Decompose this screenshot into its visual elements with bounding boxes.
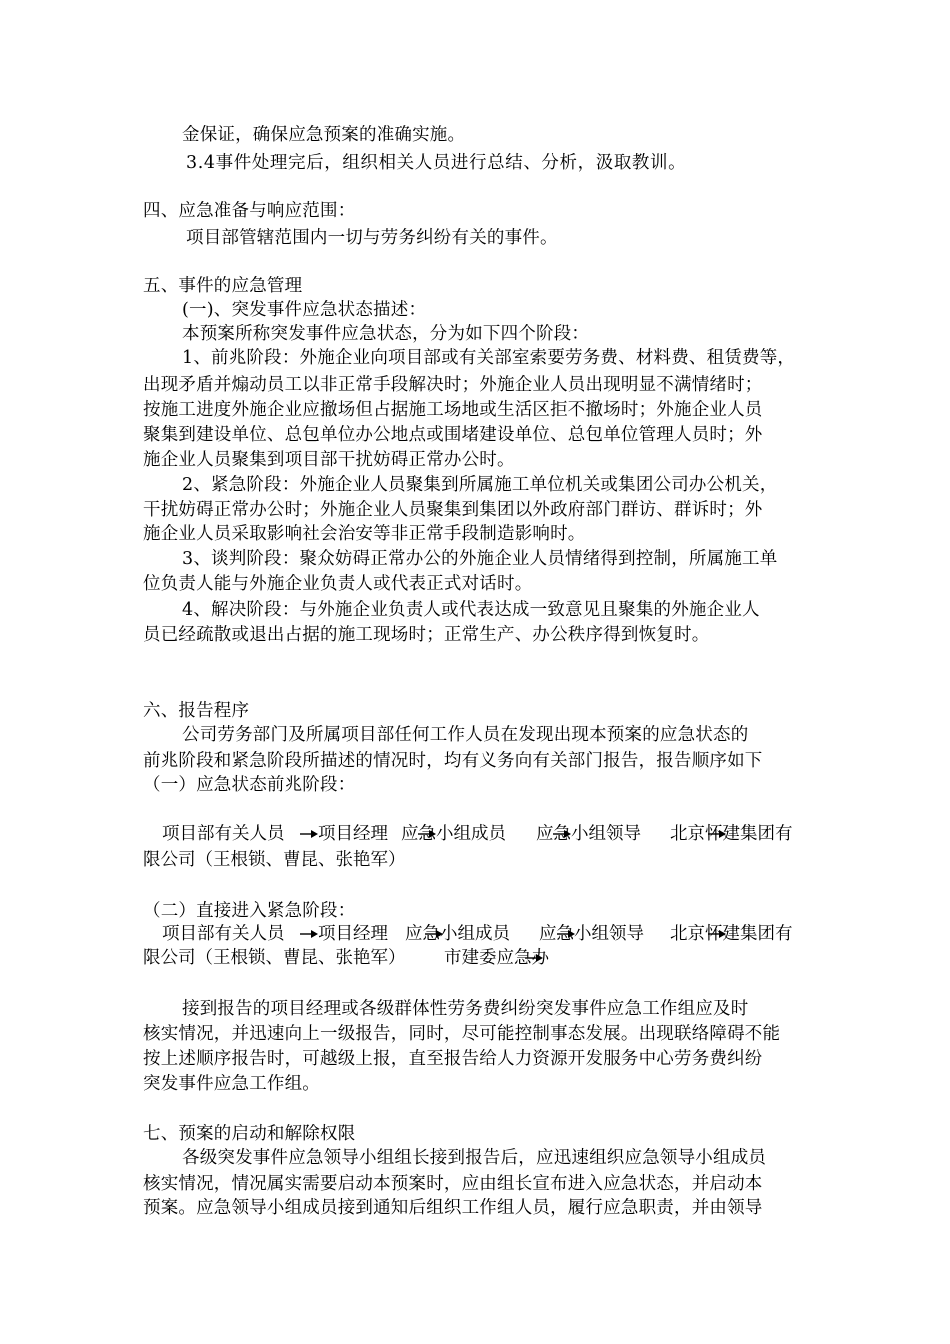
paragraph-line: 突发事件应急工作组。 [143, 1074, 320, 1094]
flow-item-tail: 限公司（王根锁、曹昆、张艳军） [143, 948, 406, 968]
subsection-heading: （一）应急状态前兆阶段： [143, 775, 356, 795]
paragraph-line: 施企业人员采取影响社会治安等非正常手段制造影响时。 [143, 524, 586, 544]
paragraph-line: 位负责人能与外施企业负责人或代表正式对话时。 [143, 574, 533, 594]
section-heading-5: 五、事件的应急管理 [143, 276, 303, 296]
subsection-heading: (一)、突发事件应急状态描述： [182, 300, 427, 320]
paragraph-line: 按施工进度外施企业应撤场但占据施工场地或生活区拒不撤场时；外施企业人员 [143, 400, 763, 420]
section-heading-4: 四、应急准备与响应范围： [143, 201, 356, 221]
flow-item: 北京怀建集团有 [670, 824, 793, 844]
section-heading-6: 六、报告程序 [143, 701, 250, 721]
paragraph-line: 4、解决阶段：与外施企业负责人或代表达成一致意见且聚集的外施企业人 [182, 600, 760, 620]
flow-item-end: 市建委应急办 [444, 948, 549, 968]
paragraph-line: 金保证，确保应急预案的准确实施。 [182, 125, 466, 145]
paragraph-line: 聚集到建设单位、总包单位办公地点或围堵建设单位、总包单位管理人员时；外 [143, 425, 763, 445]
flow-item-tail: 限公司（王根锁、曹昆、张艳军） [143, 850, 406, 870]
paragraph-line: 预案。应急领导小组成员接到通知后组织工作组人员，履行应急职责，并由领导 [143, 1198, 763, 1218]
flow-item: 应急小组领导 [539, 924, 644, 944]
flow-item: 项目经理 [318, 824, 388, 844]
flow-item: 应急小组成员 [401, 824, 506, 844]
paragraph-line: 项目部管辖范围内一切与劳务纠纷有关的事件。 [186, 228, 558, 248]
section-heading-7: 七、预案的启动和解除权限 [143, 1124, 356, 1144]
paragraph-line: 前兆阶段和紧急阶段所描述的情况时，均有义务向有关部门报告，报告顺序如下 [143, 751, 763, 771]
paragraph-line: 按上述顺序报告时，可越级上报，直至报告给人力资源开发服务中心劳务费纠纷 [143, 1049, 763, 1069]
paragraph-line: 核实情况，情况属实需要启动本预案时，应由组长宣布进入应急状态，并启动本 [143, 1174, 763, 1194]
arrow-right-icon [300, 929, 318, 939]
flow-item: 项目经理 [318, 924, 388, 944]
paragraph-line: 员已经疏散或退出占据的施工现场时；正常生产、办公秩序得到恢复时。 [143, 625, 710, 645]
paragraph-line: 各级突发事件应急领导小组组长接到报告后，应迅速组织应急领导小组成员 [182, 1148, 767, 1168]
paragraph-line: 本预案所称突发事件应急状态，分为如下四个阶段： [182, 324, 590, 344]
paragraph-line: 3、谈判阶段：聚众妨碍正常办公的外施企业人员情绪得到控制，所属施工单 [182, 549, 778, 569]
flow-item: 项目部有关人员 [162, 924, 285, 944]
flow-item: 应急小组成员 [405, 924, 510, 944]
paragraph-line: 核实情况，并迅速向上一级报告，同时，尽可能控制事态发展。出现联络障碍不能 [143, 1024, 781, 1044]
flow-item: 项目部有关人员 [162, 824, 285, 844]
paragraph-line: 接到报告的项目经理或各级群体性劳务费纠纷突发事件应急工作组应及时 [182, 999, 749, 1019]
paragraph-line: 干扰妨碍正常办公时；外施企业人员聚集到集团以外政府部门群访、群诉时；外 [143, 500, 763, 520]
paragraph-line: 施企业人员聚集到项目部干扰妨碍正常办公时。 [143, 450, 515, 470]
paragraph-line: 3.4事件处理完后，组织相关人员进行总结、分析，汲取教训。 [186, 153, 687, 173]
paragraph-line: 公司劳务部门及所属项目部任何工作人员在发现出现本预案的应急状态的 [182, 725, 749, 745]
arrow-right-icon [300, 829, 318, 839]
paragraph-line: 出现矛盾并煽动员工以非正常手段解决时；外施企业人员出现明显不满情绪时； [143, 375, 763, 395]
flow-item: 应急小组领导 [536, 824, 641, 844]
subsection-heading: （二）直接进入紧急阶段： [143, 901, 356, 921]
flow-item: 北京怀建集团有 [670, 924, 793, 944]
paragraph-line: 2、紧急阶段：外施企业人员聚集到所属施工单位机关或集团公司办公机关， [182, 475, 778, 495]
paragraph-line: 1、前兆阶段：外施企业向项目部或有关部室索要劳务费、材料费、租赁费等， [182, 348, 796, 368]
